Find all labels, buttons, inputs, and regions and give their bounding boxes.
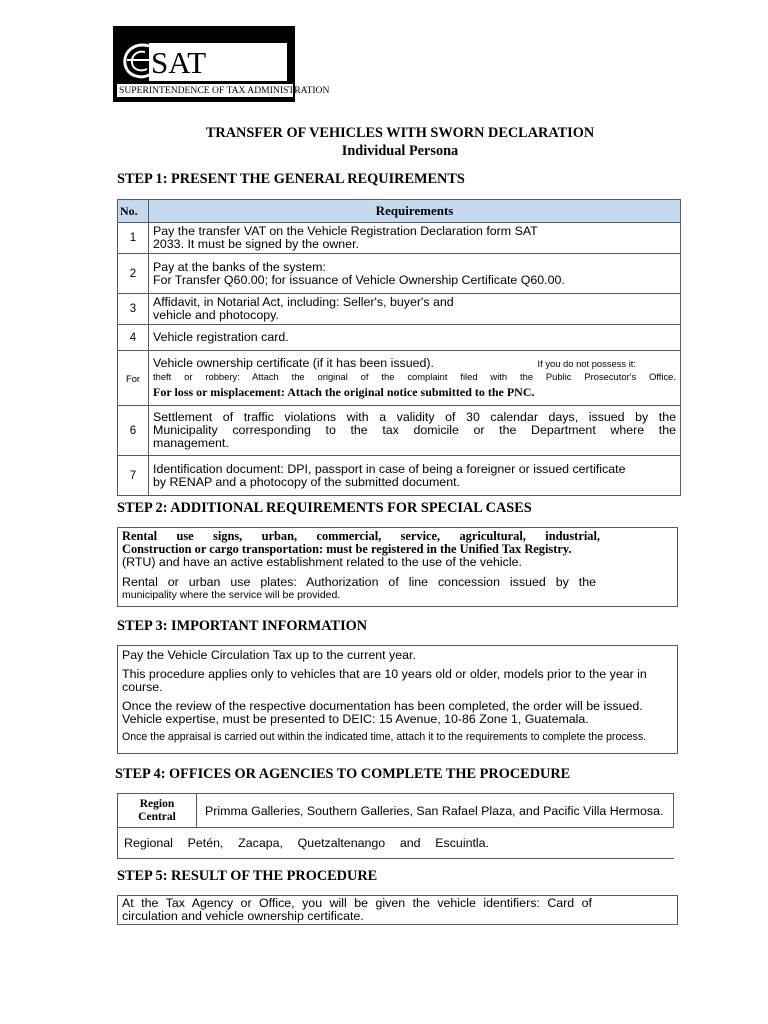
special-bold-line: Rental use signs, urban, commercial, service, agricultural, industrial,	[122, 529, 600, 543]
row-number: 3	[118, 294, 149, 325]
logo-text: SAT	[151, 45, 207, 80]
step4-heading: STEP 4: OFFICES OR AGENCIES TO COMPLETE THE PROCEDURE	[115, 766, 571, 782]
requirements-table	[117, 199, 681, 496]
special-line: (RTU) and have an active establishment related to the use of the vehicle.	[122, 555, 522, 569]
row-number: For	[118, 351, 149, 406]
row-line: management.	[153, 436, 229, 450]
region-label: Central	[138, 810, 176, 823]
table-row	[118, 223, 681, 254]
row-text	[149, 351, 681, 406]
row-line: Pay at the banks of the system:	[153, 259, 326, 274]
row-number: 1	[118, 223, 149, 254]
info-paragraph: Once the review of the respective documentation has been completed, the order will be issued.	[122, 699, 643, 713]
table-row	[118, 794, 674, 828]
row-line: by RENAP and a photocopy of the submitted document.	[153, 474, 460, 489]
row-line: 2033. It must be signed by the owner.	[153, 237, 359, 251]
central-offices-cell: Primma Galleries, Southern Galleries, San Rafael Plaza, and Pacific Villa Hermosa.	[197, 794, 674, 828]
regional-offices-text: Regional Petén, Zacapa, Quetzaltenango and Escuintla.	[124, 836, 489, 850]
column-header-no: No.	[118, 200, 149, 223]
info-paragraph: Once the appraisal is carried out within the indicated time, attach it to the requirements to complete the process.	[122, 731, 647, 743]
important-info-box	[117, 645, 678, 754]
row-number: 6	[118, 406, 149, 456]
row-line: Affidavit, in Notarial Act, including: Seller's, buyer's and	[153, 295, 454, 309]
column-header-requirements: Requirements	[149, 200, 681, 223]
row-line: Municipality corresponding to the tax domicile or the Department where the	[153, 423, 676, 437]
row-side-note: If you do not possess it:	[537, 358, 636, 369]
row-small-text: theft or robbery: Attach the original of the complaint filed with the Public Prosecutor's Office.	[153, 371, 676, 382]
step1-heading: STEP 1: PRESENT THE GENERAL REQUIREMENTS	[117, 171, 465, 187]
special-line: municipality where the service will be provided.	[122, 589, 341, 601]
step3-heading: STEP 3: IMPORTANT INFORMATION	[117, 618, 368, 634]
table-row	[118, 254, 681, 294]
result-line: At the Tax Agency or Office, you will be given the vehicle identifiers: Card of	[122, 896, 592, 910]
table-row	[118, 406, 681, 456]
result-box	[117, 895, 678, 925]
special-line: Rental or urban use plates: Authorization of line concession issued by the	[122, 575, 596, 589]
offices-table	[117, 793, 674, 859]
row-number: 2	[118, 254, 149, 294]
table-row	[118, 828, 674, 859]
row-text	[149, 456, 681, 496]
info-paragraph: Pay the Vehicle Circulation Tax up to the current year.	[122, 648, 416, 662]
table-row	[118, 351, 681, 406]
row-line: Pay the transfer VAT on the Vehicle Registration Declaration form SAT	[153, 224, 538, 238]
info-paragraph: Vehicle expertise, must be presented to DEIC: 15 Avenue, 10-86 Zone 1, Guatemala.	[122, 712, 589, 726]
info-paragraph: This procedure applies only to vehicles that are 10 years old or older, models prior to the year in	[122, 667, 647, 681]
row-line: For Transfer Q60.00; for issuance of Vehicle Ownership Certificate Q60.00.	[153, 272, 565, 287]
sat-logo	[113, 26, 330, 102]
row-text	[149, 294, 681, 325]
table-row	[118, 325, 681, 351]
row-text	[149, 223, 681, 254]
region-label-cell	[118, 794, 197, 828]
row-text	[149, 254, 681, 294]
result-line: circulation and vehicle ownership certificate.	[122, 909, 364, 923]
special-bold-line: Construction or cargo transportation: must be registered in the Unified Tax Registry.	[122, 542, 572, 556]
row-main-text: Vehicle ownership certificate (if it has been issued).	[153, 356, 434, 370]
row-text	[149, 406, 681, 456]
row-line: Identification document: DPI, passport in case of being a foreigner or issued certificate	[153, 461, 626, 476]
row-number: 4	[118, 325, 149, 351]
table-header-row	[118, 200, 681, 223]
step2-heading: STEP 2: ADDITIONAL REQUIREMENTS FOR SPECIAL CASES	[117, 500, 532, 516]
table-row	[118, 294, 681, 325]
row-bold-text: For loss or misplacement: Attach the original notice submitted to the PNC.	[153, 385, 535, 399]
row-line: Settlement of traffic violations with a validity of 30 calendar days, issued by the	[153, 410, 676, 424]
step5-heading: STEP 5: RESULT OF THE PROCEDURE	[117, 868, 378, 884]
logo-strip	[117, 84, 330, 97]
region-label: Region	[139, 797, 175, 810]
regional-offices-cell	[118, 828, 674, 859]
special-cases-box	[117, 527, 678, 607]
table-row	[118, 456, 681, 496]
row-text: Vehicle registration card.	[149, 325, 681, 351]
document-title: TRANSFER OF VEHICLES WITH SWORN DECLARATION	[205, 125, 595, 141]
document-subtitle: Individual Persona	[341, 143, 459, 159]
info-paragraph: course.	[122, 680, 163, 694]
row-number: 7	[118, 456, 149, 496]
row-line: vehicle and photocopy.	[153, 308, 279, 322]
logo-strip-text: SUPERINTENDENCE OF TAX ADMINISTRATION	[119, 85, 330, 96]
